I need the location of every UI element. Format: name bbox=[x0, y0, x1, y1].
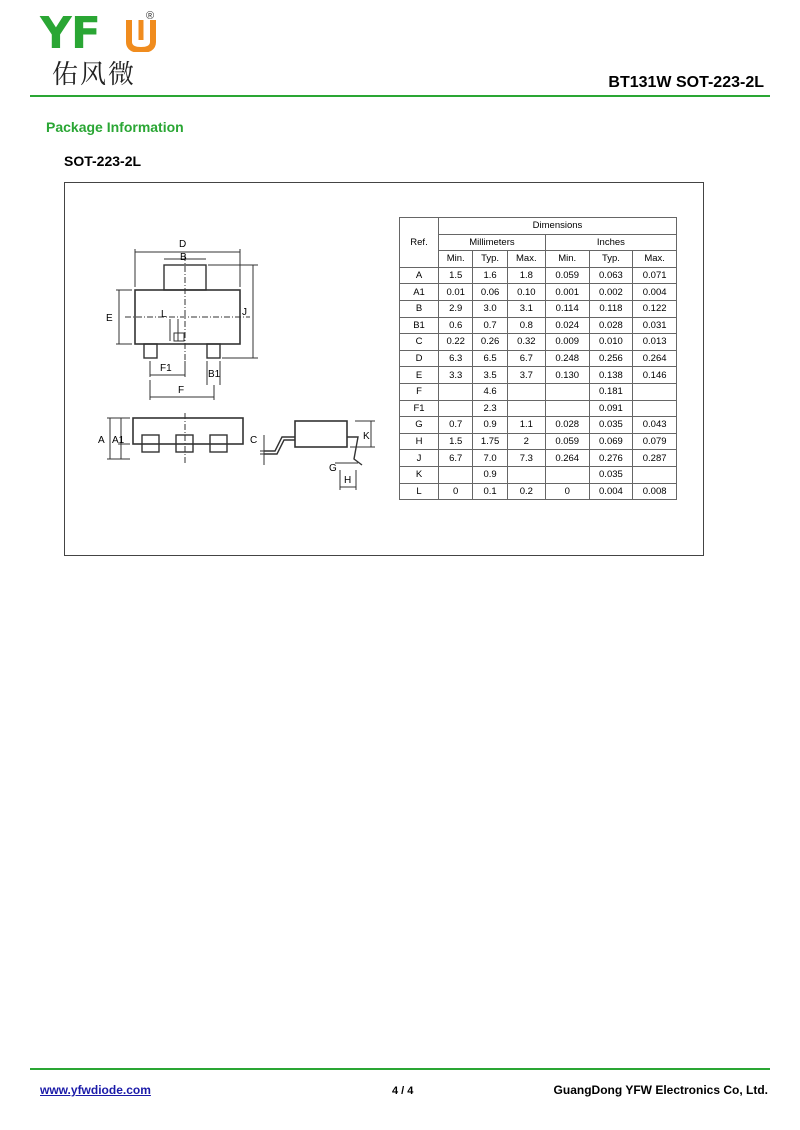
table-cell: 0.130 bbox=[545, 367, 589, 384]
table-cell: 3.5 bbox=[473, 367, 507, 384]
table-cell: 1.6 bbox=[473, 267, 507, 284]
label-L: L bbox=[161, 309, 167, 320]
footer-divider bbox=[30, 1068, 770, 1070]
table-cell: 0.1 bbox=[473, 483, 507, 500]
table-cell: 0.002 bbox=[589, 284, 633, 301]
table-cell: 0.256 bbox=[589, 350, 633, 367]
table-cell: 0.028 bbox=[545, 417, 589, 434]
document-title: BT131W SOT-223-2L bbox=[608, 74, 764, 91]
table-row bbox=[400, 317, 677, 334]
table-cell: 0.024 bbox=[545, 317, 589, 334]
table-cell: 1.5 bbox=[439, 267, 473, 284]
table-cell bbox=[633, 383, 677, 400]
dimensions-header: Dimensions bbox=[439, 218, 677, 235]
table-cell: A bbox=[400, 267, 439, 284]
table-cell: 0.264 bbox=[633, 350, 677, 367]
table-cell: 0.010 bbox=[589, 334, 633, 351]
table-row bbox=[400, 334, 677, 351]
top-view-lead-left bbox=[144, 344, 157, 358]
table-cell: 0 bbox=[439, 483, 473, 500]
table-cell bbox=[507, 383, 545, 400]
col-header: Min. bbox=[439, 251, 473, 268]
header-divider bbox=[30, 95, 770, 97]
inches-header: Inches bbox=[545, 234, 676, 251]
table-cell: 0.32 bbox=[507, 334, 545, 351]
table-cell: A1 bbox=[400, 284, 439, 301]
table-cell: 3.0 bbox=[473, 300, 507, 317]
table-cell: 0.264 bbox=[545, 450, 589, 467]
table-cell: 0.004 bbox=[589, 483, 633, 500]
table-cell: 0.06 bbox=[473, 284, 507, 301]
table-cell: J bbox=[400, 450, 439, 467]
table-cell bbox=[439, 400, 473, 417]
table-row bbox=[400, 383, 677, 400]
table-cell bbox=[545, 466, 589, 483]
col-header: Max. bbox=[633, 251, 677, 268]
label-K: K bbox=[363, 431, 370, 442]
label-G: G bbox=[329, 463, 337, 474]
table-row bbox=[400, 417, 677, 434]
table-cell: 6.7 bbox=[439, 450, 473, 467]
table-row bbox=[400, 466, 677, 483]
label-J: J bbox=[242, 307, 247, 318]
label-H: H bbox=[344, 475, 352, 486]
label-F: F bbox=[178, 385, 185, 396]
table-cell: 0.2 bbox=[507, 483, 545, 500]
table-cell: 2.9 bbox=[439, 300, 473, 317]
table-cell: 0.22 bbox=[439, 334, 473, 351]
table-cell: B1 bbox=[400, 317, 439, 334]
package-outline-drawing bbox=[90, 225, 395, 510]
table-cell: 0.079 bbox=[633, 433, 677, 450]
logo-yf-text: YF bbox=[40, 8, 100, 59]
table-row bbox=[400, 350, 677, 367]
company-logo bbox=[40, 10, 170, 92]
top-view-lead-right bbox=[207, 344, 220, 358]
table-cell: 0.091 bbox=[589, 400, 633, 417]
table-row bbox=[400, 433, 677, 450]
col-header: Typ. bbox=[473, 251, 507, 268]
registered-mark: ® bbox=[146, 10, 155, 22]
table-cell: 0.7 bbox=[473, 317, 507, 334]
table-row bbox=[400, 267, 677, 284]
table-cell: 1.8 bbox=[507, 267, 545, 284]
label-B1: B1 bbox=[208, 369, 221, 380]
table-cell: 0.008 bbox=[633, 483, 677, 500]
table-cell: F bbox=[400, 383, 439, 400]
table-cell: 0.6 bbox=[439, 317, 473, 334]
table-cell: 0.8 bbox=[507, 317, 545, 334]
table-cell: E bbox=[400, 367, 439, 384]
table-cell: 0.043 bbox=[633, 417, 677, 434]
logo-w-mark bbox=[126, 18, 156, 52]
table-cell: C bbox=[400, 334, 439, 351]
table-row bbox=[400, 450, 677, 467]
label-A1: A1 bbox=[112, 435, 125, 446]
table-cell: 0.10 bbox=[507, 284, 545, 301]
col-header: Typ. bbox=[589, 251, 633, 268]
table-cell: 6.3 bbox=[439, 350, 473, 367]
table-cell: H bbox=[400, 433, 439, 450]
table-cell: 0.287 bbox=[633, 450, 677, 467]
table-cell: 6.5 bbox=[473, 350, 507, 367]
table-cell: 0.071 bbox=[633, 267, 677, 284]
package-name: SOT-223-2L bbox=[64, 153, 142, 169]
label-A: A bbox=[98, 435, 105, 446]
table-cell: 6.7 bbox=[507, 350, 545, 367]
table-cell bbox=[545, 383, 589, 400]
table-cell: 3.3 bbox=[439, 367, 473, 384]
col-header: Min. bbox=[545, 251, 589, 268]
page-number: 4 / 4 bbox=[392, 1085, 414, 1097]
table-row bbox=[400, 367, 677, 384]
col-header: Max. bbox=[507, 251, 545, 268]
table-cell: 0.059 bbox=[545, 433, 589, 450]
label-F1: F1 bbox=[160, 363, 172, 374]
table-cell: 7.3 bbox=[507, 450, 545, 467]
table-cell: 0.9 bbox=[473, 417, 507, 434]
table-cell: 0 bbox=[545, 483, 589, 500]
website-link[interactable]: www.yfwdiode.com bbox=[40, 1083, 151, 1097]
table-cell bbox=[633, 400, 677, 417]
label-D: D bbox=[179, 239, 187, 250]
table-cell: 0.035 bbox=[589, 466, 633, 483]
dimensions-table bbox=[399, 217, 677, 500]
table-cell: 0.276 bbox=[589, 450, 633, 467]
table-cell: 0.004 bbox=[633, 284, 677, 301]
table-cell: 0.01 bbox=[439, 284, 473, 301]
table-cell: 0.001 bbox=[545, 284, 589, 301]
table-cell: 0.248 bbox=[545, 350, 589, 367]
table-cell: D bbox=[400, 350, 439, 367]
table-cell: 0.009 bbox=[545, 334, 589, 351]
table-cell: 0.059 bbox=[545, 267, 589, 284]
table-cell: F1 bbox=[400, 400, 439, 417]
table-row bbox=[400, 483, 677, 500]
table-cell bbox=[545, 400, 589, 417]
table-cell: 0.138 bbox=[589, 367, 633, 384]
millimeters-header: Millimeters bbox=[439, 234, 546, 251]
table-row bbox=[400, 284, 677, 301]
table-cell: 0.063 bbox=[589, 267, 633, 284]
table-cell bbox=[507, 400, 545, 417]
table-cell: L bbox=[400, 483, 439, 500]
label-C: C bbox=[250, 435, 258, 446]
table-cell: 4.6 bbox=[473, 383, 507, 400]
ref-header: Ref. bbox=[400, 218, 439, 268]
table-row bbox=[400, 400, 677, 417]
table-cell bbox=[507, 466, 545, 483]
table-cell: B bbox=[400, 300, 439, 317]
section-title: Package Information bbox=[46, 119, 184, 135]
table-cell: 1.5 bbox=[439, 433, 473, 450]
table-cell: 0.013 bbox=[633, 334, 677, 351]
table-cell bbox=[633, 466, 677, 483]
table-cell: 0.114 bbox=[545, 300, 589, 317]
table-cell: G bbox=[400, 417, 439, 434]
table-cell: 0.118 bbox=[589, 300, 633, 317]
table-cell: 3.1 bbox=[507, 300, 545, 317]
label-B: B bbox=[180, 252, 187, 263]
table-cell: 2 bbox=[507, 433, 545, 450]
company-name: GuangDong YFW Electronics Co, Ltd. bbox=[553, 1083, 768, 1097]
table-cell: 7.0 bbox=[473, 450, 507, 467]
table-cell: 0.122 bbox=[633, 300, 677, 317]
table-cell: 0.181 bbox=[589, 383, 633, 400]
table-cell: 0.069 bbox=[589, 433, 633, 450]
table-cell: 0.9 bbox=[473, 466, 507, 483]
table-cell: 0.26 bbox=[473, 334, 507, 351]
table-cell: K bbox=[400, 466, 439, 483]
table-row bbox=[400, 300, 677, 317]
table-cell: 1.1 bbox=[507, 417, 545, 434]
table-cell: 0.028 bbox=[589, 317, 633, 334]
table-cell bbox=[439, 383, 473, 400]
table-cell: 0.146 bbox=[633, 367, 677, 384]
table-cell: 0.031 bbox=[633, 317, 677, 334]
table-cell: 1.75 bbox=[473, 433, 507, 450]
table-cell: 3.7 bbox=[507, 367, 545, 384]
table-cell: 2.3 bbox=[473, 400, 507, 417]
table-cell bbox=[439, 466, 473, 483]
logo-chinese-name: 佑风微 bbox=[52, 60, 137, 90]
table-cell: 0.035 bbox=[589, 417, 633, 434]
table-cell: 0.7 bbox=[439, 417, 473, 434]
label-E: E bbox=[106, 313, 113, 324]
side-view-body bbox=[295, 421, 347, 447]
